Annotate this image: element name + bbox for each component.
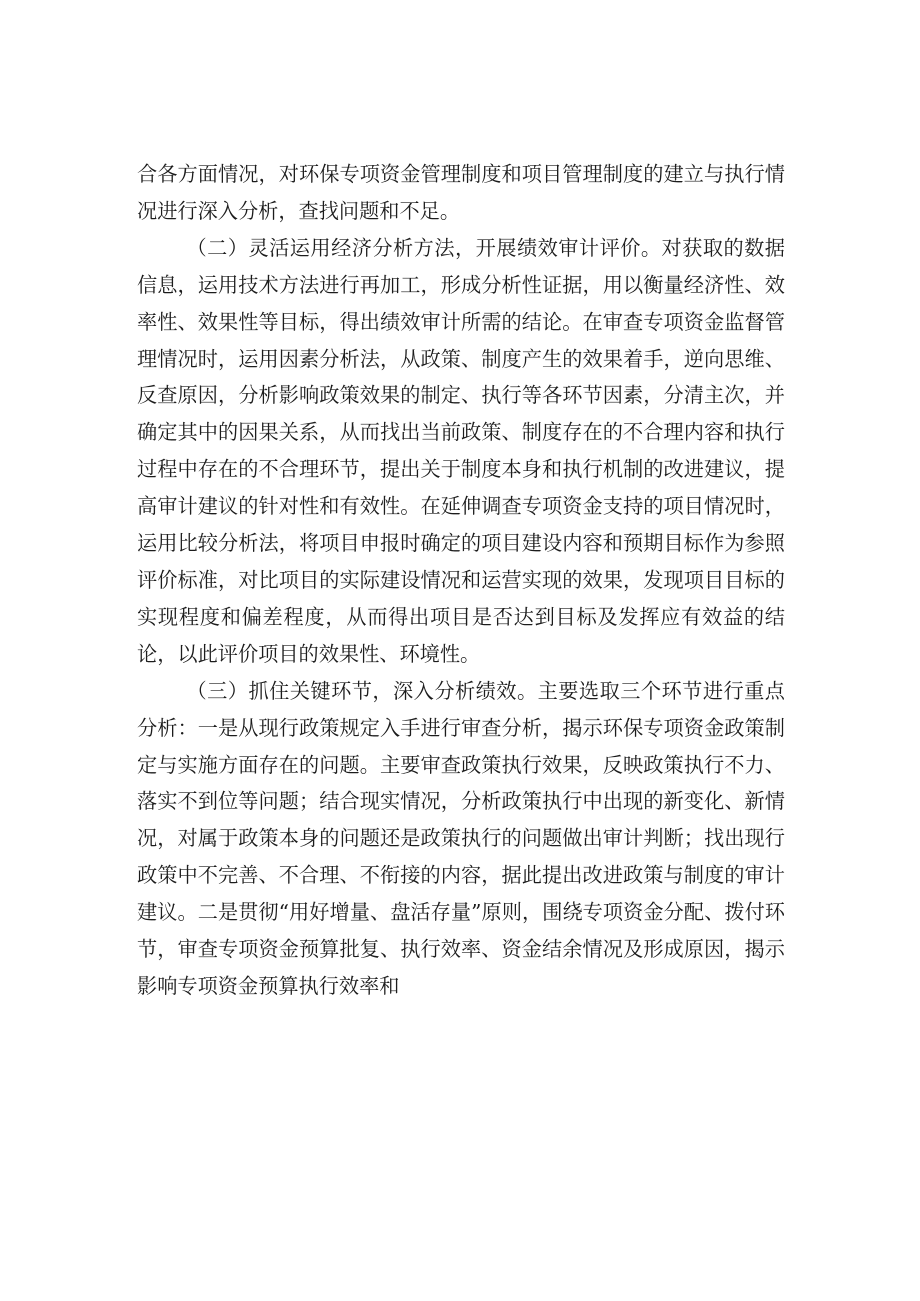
body-text: [137, 156, 785, 1005]
paragraph-section-two: （二）灵活运用经济分析方法，开展绩效审计评价。对获取的数据信息，运用技术方法进行再加工，形成分析性证据，用以衡量经济性、效率性、效果性等目标，得出绩效审计所需的结论。在审查专项资金监督管理情况时，运用因素分析法，从政策、制度产生的效果着手，逆向思维、反查原因，分析影响政策效果的制定、执行等各环节因素，分清主次，并确定其中的因果关系，从而找出当前政策、制度存在的不合理内容和执行过程中存在的不合理环节，提出关于制度本身和执行机制的改进建议，提高审计建议的针对性和有效性。在延伸调查专项资金支持的项目情况时，运用比较分析法，将项目申报时确定的项目建设内容和预期目标作为参照评价标准，对比项目的实际建设情况和运营实现的效果，发现项目目标的实现程度和偏差程度，从而得出项目是否达到目标及发挥应有效益的结论，以此评价项目的效果性、环境性。: [137, 235, 785, 666]
paragraph-section-three: （三）抓住关键环节，深入分析绩效。主要选取三个环节进行重点分析：一是从现行政策规定入手进行审查分析，揭示环保专项资金政策制定与实施方面存在的问题。主要审查政策执行效果，反映政策执行不力、落实不到位等问题；结合现实情况，分析政策执行中出现的新变化、新情况，对属于政策本身的问题还是政策执行的问题做出审计判断；找出现行政策中不完善、不合理、不衔接的内容，据此提出改进政策与制度的审计建议。二是贯彻“用好增量、盘活存量”原则，围绕专项资金分配、拨付环节，审查专项资金预算批复、执行效率、资金结余情况及形成原因，揭示影响专项资金预算执行效率和: [137, 678, 785, 998]
paragraph-continuation: 合各方面情况，对环保专项资金管理制度和项目管理制度的建立与执行情况进行深入分析，查找问题和不足。: [137, 162, 785, 223]
